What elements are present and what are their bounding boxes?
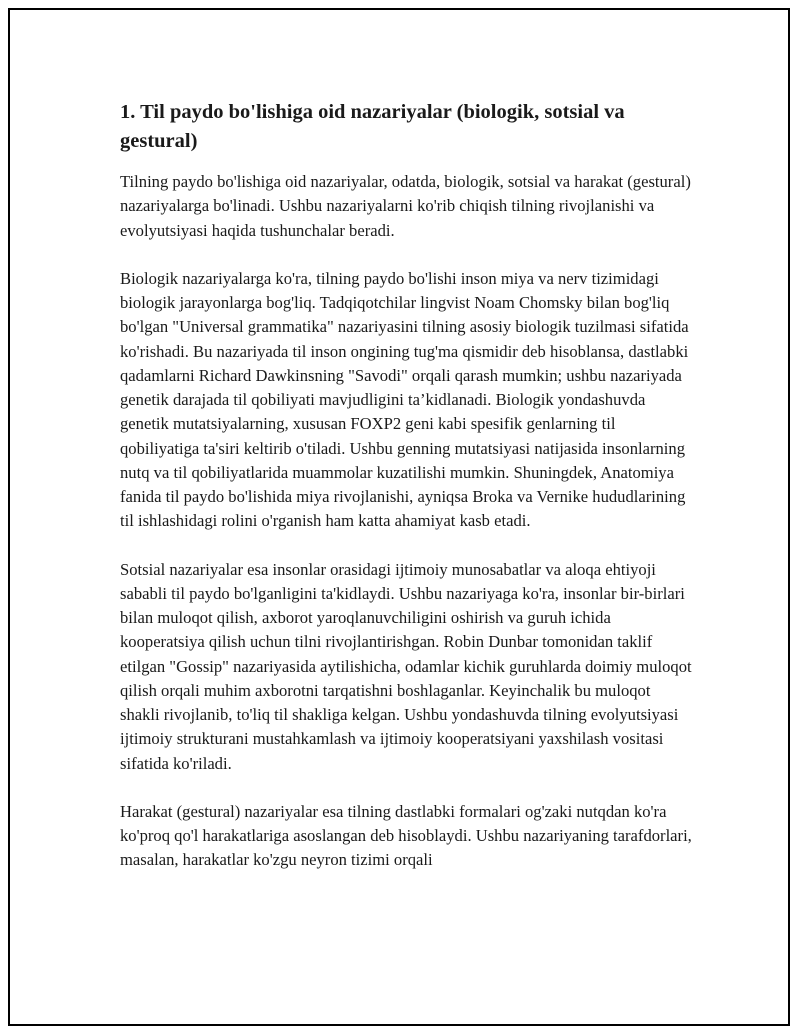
paragraph-gestural: Harakat (gestural) nazariyalar esa tilning dastlabki formalari og'zaki nutqdan ko'ra ko'proq qo'l harakatlariga asoslangan deb hisoblaydi. Ushbu nazariyaning tarafdorlari, masalan, harakatlar ko'zgu neyron tizimi orqali — [120, 801, 692, 870]
page-frame — [8, 8, 790, 1026]
paragraph-social: Sotsial nazariyalar esa insonlar orasidagi ijtimoiy munosabatlar va aloqa ehtiyoji sababli til paydo bo'lganligini ta'kidlaydi. Ushbu nazariyaga ko'ra, insonlar bir-birlari bilan muloqot qilish, axborot yaroqlanuvchiligini oshirish va guruh ichida kooperatsiya qilish uchun tilni rivojlantirishgan. Robin Dunbar tomonidan taklif etilgan "Gossip" nazariyasida aytilishicha, odamlar kichik guruhlarda doimiy muloqot qilish orqali muhim axborotni tarqatishni boshlaganlar. Keyinchalik bu muloqot shakli rivojlanib, to'liq til shakliga kelgan. Ushbu yondashuvda tilning evolyutsiyasi ijtimoiy strukturani mustahkamlash va ijtimoiy kooperatsiyani yaxshilash vositasi sifatida ko'riladi. — [120, 559, 692, 773]
section-heading: 1. Til paydo bo'lishiga oid nazariyalar (biologik, sotsial va gestural) — [120, 101, 625, 152]
paragraph-biological: Biologik nazariyalarga ko'ra, tilning paydo bo'lishi inson miya va nerv tizimidagi biologik jarayonlarga bog'liq. Tadqiqotchilar lingvist Noam Chomsky bilan bog'liq bo'lgan "Universal grammatika" nazariyasini tilning asosiy biologik tuzilmasi sifatida ko'rishadi. Bu nazariyada til inson ongining tug'ma qismidir deb hisoblansa, dastlabki qadamlarni Richard Dawkinsning "Savodi" orqali qarash mumkin; ushbu nazariyada genetik darajada til qobiliyati mavjudligini ta’kidlanadi. Biologik yondashuvda genetik mutatsiyalarning, xususan FOXP2 geni kabi spesifik genlarning til qobiliyatiga ta'siri keltirib o'tiladi. Ushbu genning mutatsiyasi natijasida insonlarning nutq va til qobiliyatlarida muammolar kuzatilishi mumkin. Shuningdek, Anatomiya fanida til paydo bo'lishida miya rivojlanishi, ayniqsa Broka va Vernike hududlarining til ishlashidagi rolini o'rganish ham katta ahamiyat kasb etadi. — [120, 268, 689, 531]
paragraph-intro: Tilning paydo bo'lishiga oid nazariyalar, odatda, biologik, sotsial va harakat (gestural) nazariyalarga bo'linadi. Ushbu nazariyalarni ko'rib chiqish tilning rivojlanishi va evolyutsiyasi haqida tushunchalar beradi. — [120, 172, 691, 240]
document-body — [120, 98, 692, 897]
